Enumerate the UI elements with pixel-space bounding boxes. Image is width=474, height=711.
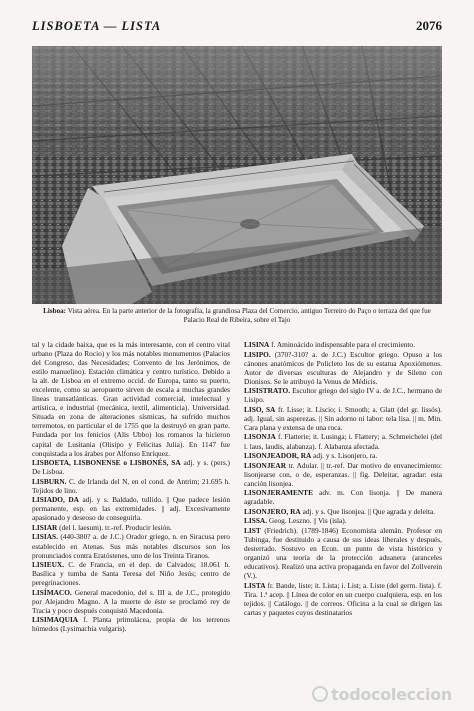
dictionary-entry <box>32 523 230 532</box>
page-number: 2076 <box>416 18 442 33</box>
entry-text: adj. y s. Baldado, tullido. || Que padece lesión permanente, esp. en las extremidades. || adj. Excesivamente apasionado y deseoso de conseguirla. <box>32 495 230 523</box>
watermark-logo-icon <box>312 686 328 702</box>
dictionary-entry <box>32 615 230 633</box>
dictionary-entry <box>244 516 442 525</box>
entry-text: (370?-310? a. de J.C.) Escultor griego. Opuso a los cánones anatómicos de Policleto los de su estatua Apoxiómenos. Autor de diversas esculturas de Alejandro y de Sileno con Dionisos. Se le atribuyó la Venus de Médicis. <box>244 349 442 386</box>
right-column <box>244 340 442 690</box>
entry-headword: LISIADO, DA <box>32 495 79 505</box>
dictionary-entry <box>244 488 442 506</box>
entry-headword: LISBOETA, LISBONENSE o LISBONÉS, SA <box>32 458 181 468</box>
entry-headword: LISIMAQUIA <box>32 615 79 625</box>
entry-text: Geog. Leszno. || Vis (isla). <box>268 516 347 526</box>
entry-headword: LISBURN. <box>32 476 67 486</box>
entry-text: C. de Irlanda del N, en el cond. de Antrim; 21.695 h. Tejidos de lino. <box>32 476 230 495</box>
entry-text: adj. y s. Que lisonjea. || Que agrada y deleita. <box>302 506 436 516</box>
entry-text: (del l. laesum). tr.-ref. Producir lesión. <box>59 522 172 532</box>
dictionary-entry <box>32 588 230 615</box>
entry-headword: LISIPO. <box>244 349 271 359</box>
entry-text: f. Aminoácido indispensable para el crecimiento. <box>271 340 415 349</box>
dictionary-entry <box>244 581 442 617</box>
dictionary-columns <box>32 340 442 690</box>
dictionary-entry <box>32 477 230 495</box>
dictionary-entry <box>32 495 230 522</box>
dictionary-entry <box>244 340 442 349</box>
entry-headword: LISÍMACO. <box>32 587 72 597</box>
dictionary-entry <box>32 458 230 476</box>
photo-caption <box>32 307 442 325</box>
entry-headword: LISONJA <box>244 432 276 442</box>
entry-headword: LISONJEAR <box>244 460 287 470</box>
dictionary-entry <box>244 405 442 432</box>
entry-text: General macedonio, del s. III a. de J.C., protegido por Alejandro Magno. A la muerte de éste se proclamó rey de Tracia y poco después conquistó Macedonia. <box>32 587 230 615</box>
watermark-text: todocoleccion <box>331 685 452 704</box>
entry-headword: LISONJERO, RA <box>244 506 301 516</box>
entry-text: fr. Lisse; it. Liscio; i. Smooth; a. Glatt (del gr. lissós). adj. Igual, sin asperezas. || Sin adorno ni labor: tela lisa. || m. Min. Cara plana y extensa de una roca. <box>244 404 442 432</box>
dictionary-entry <box>32 340 230 458</box>
entry-headword: LISINA <box>244 340 270 349</box>
entry-text: tr. Adular. || tr.-ref. Dar motivo de envanecimiento: lisonjearse con, o de, esperanzas. || fig. Deleitar, agradar: esta canción lisonjea. <box>244 460 442 488</box>
entry-headword: LISIAR <box>32 522 58 532</box>
entry-text: C. de Francia, en el dep. de Calvados; 18.061 h. Basílica y tumba de Santa Teresa del Niño Jesús; centro de peregrinaciones. <box>32 560 230 588</box>
aerial-photo <box>32 46 442 304</box>
aerial-photo-image <box>32 46 442 304</box>
entry-headword: LISSA. <box>244 516 268 526</box>
entry-headword: LISISTRATO. <box>244 386 291 396</box>
watermark <box>312 685 452 704</box>
entry-text: adv. m. Con lisonja. || De manera agradable. <box>244 488 442 507</box>
dictionary-entry <box>244 461 442 488</box>
entry-text: adj. y s. Lisonjero, ra. <box>313 451 378 461</box>
entry-text: (Friedrich). (1789-1846) Economista alemán. Profesor en Tubinga, fue destituido a causa de sus ideas liberales y después, desterrado. Sostuvo en Econ. un punto de vista histórico y organizó una teoría de la protección aduanera (aranceles educativos). Realizó una activa propaganda en favor del Zollverein (V.). <box>244 525 442 581</box>
running-title: LISBOETA — LISTA <box>32 19 162 33</box>
dictionary-entry <box>244 507 442 516</box>
dictionary-entry <box>244 386 442 404</box>
entry-headword: LISONJERAMENTE <box>244 488 313 498</box>
caption-text: Vista aérea. En la parte anterior de la fotografía, la grandiosa Plaza del Comercio, antiguo Terreiro do Paço o terraza del que fue Palacio Real de Ribeira, sobre el Tajo <box>67 307 431 324</box>
entry-text: (440-380? a. de J.C.) Orador griego, n. en Siracusa pero establecido en Atenas. Sus más notables discursos son los pronunciados contra Eratóstenes, uno de los Treinta Tiranos. <box>32 532 230 560</box>
page-header <box>32 18 442 36</box>
entry-text: f. Planta primulácea, propia de los terrenos húmedos (Lysimachia vulgaris). <box>32 615 230 634</box>
entry-text: f. Flatterie; it. Lusinga; i. Flattery; a. Schmeichelei (del l. laus, laudis, alabanza). f. Alabanza afectada. <box>244 432 442 451</box>
entry-headword: LISONJEADOR, RA <box>244 451 312 461</box>
entry-headword: LISIAS. <box>32 532 58 542</box>
entry-headword: LIST <box>244 525 261 535</box>
caption-label: Lisboa: <box>43 307 67 315</box>
entry-text: Escultor griego del siglo IV a. de J.C., hermano de Lisipo. <box>244 386 442 405</box>
dictionary-entry <box>244 451 442 460</box>
dictionary-entry <box>244 432 442 450</box>
entry-headword: LISO, SA <box>244 404 276 414</box>
dictionary-entry <box>244 350 442 386</box>
entry-headword: LISIEUX. <box>32 560 65 570</box>
left-column <box>32 340 230 690</box>
entry-text: adj. y s. (pers.) De Lisboa. <box>32 458 230 477</box>
dictionary-entry <box>244 526 442 580</box>
entry-headword: LISTA <box>244 580 266 590</box>
entry-text: tal y la cidade baixa, que es la más interesante, con el centro vital urbano (Plaza do Rocio) y los más notables monumentos (Palacios del Congreso, das Necesidades; Convento de los Jerónimos, de estilo manuelino). Estación climática y centro turístico. Debido a la alt. de Lisboa en el extremo occid. de Europa, tanto su puerto, excelente, como su aeropuerto sirven de escala a muchas grandes líneas transatlánticas. Gran actividad comercial, intelectual y artística, e industrial (mecánica, textil, alimenticia). Universidad. Situada en zona de alteraciones sísmicas, ha sufrido muchos terremotos, en particular el de 1755 que la destruyó en gran parte. Fundada por los fenicios (Alis Ubbo) los romanos la hicieron capital de Lusitania (Olisipo y Felicitas Julia). En 1147 fue conquistada a los árabes por Alfonso Enríquez. <box>32 340 230 458</box>
dictionary-entry <box>32 532 230 559</box>
dictionary-entry <box>32 560 230 587</box>
entry-text: fr. Bande, liste; it. Lista; i. List; a. Liste (del germ. lista). f. Tira. 1.ª acep. || Línea de color en un cuerpo cualquiera, esp. en los tejidos. || Catálogo. || de correos. Oficina a la cual se dirigen las cartas y paquetes cuyos destinatarios <box>244 580 442 617</box>
